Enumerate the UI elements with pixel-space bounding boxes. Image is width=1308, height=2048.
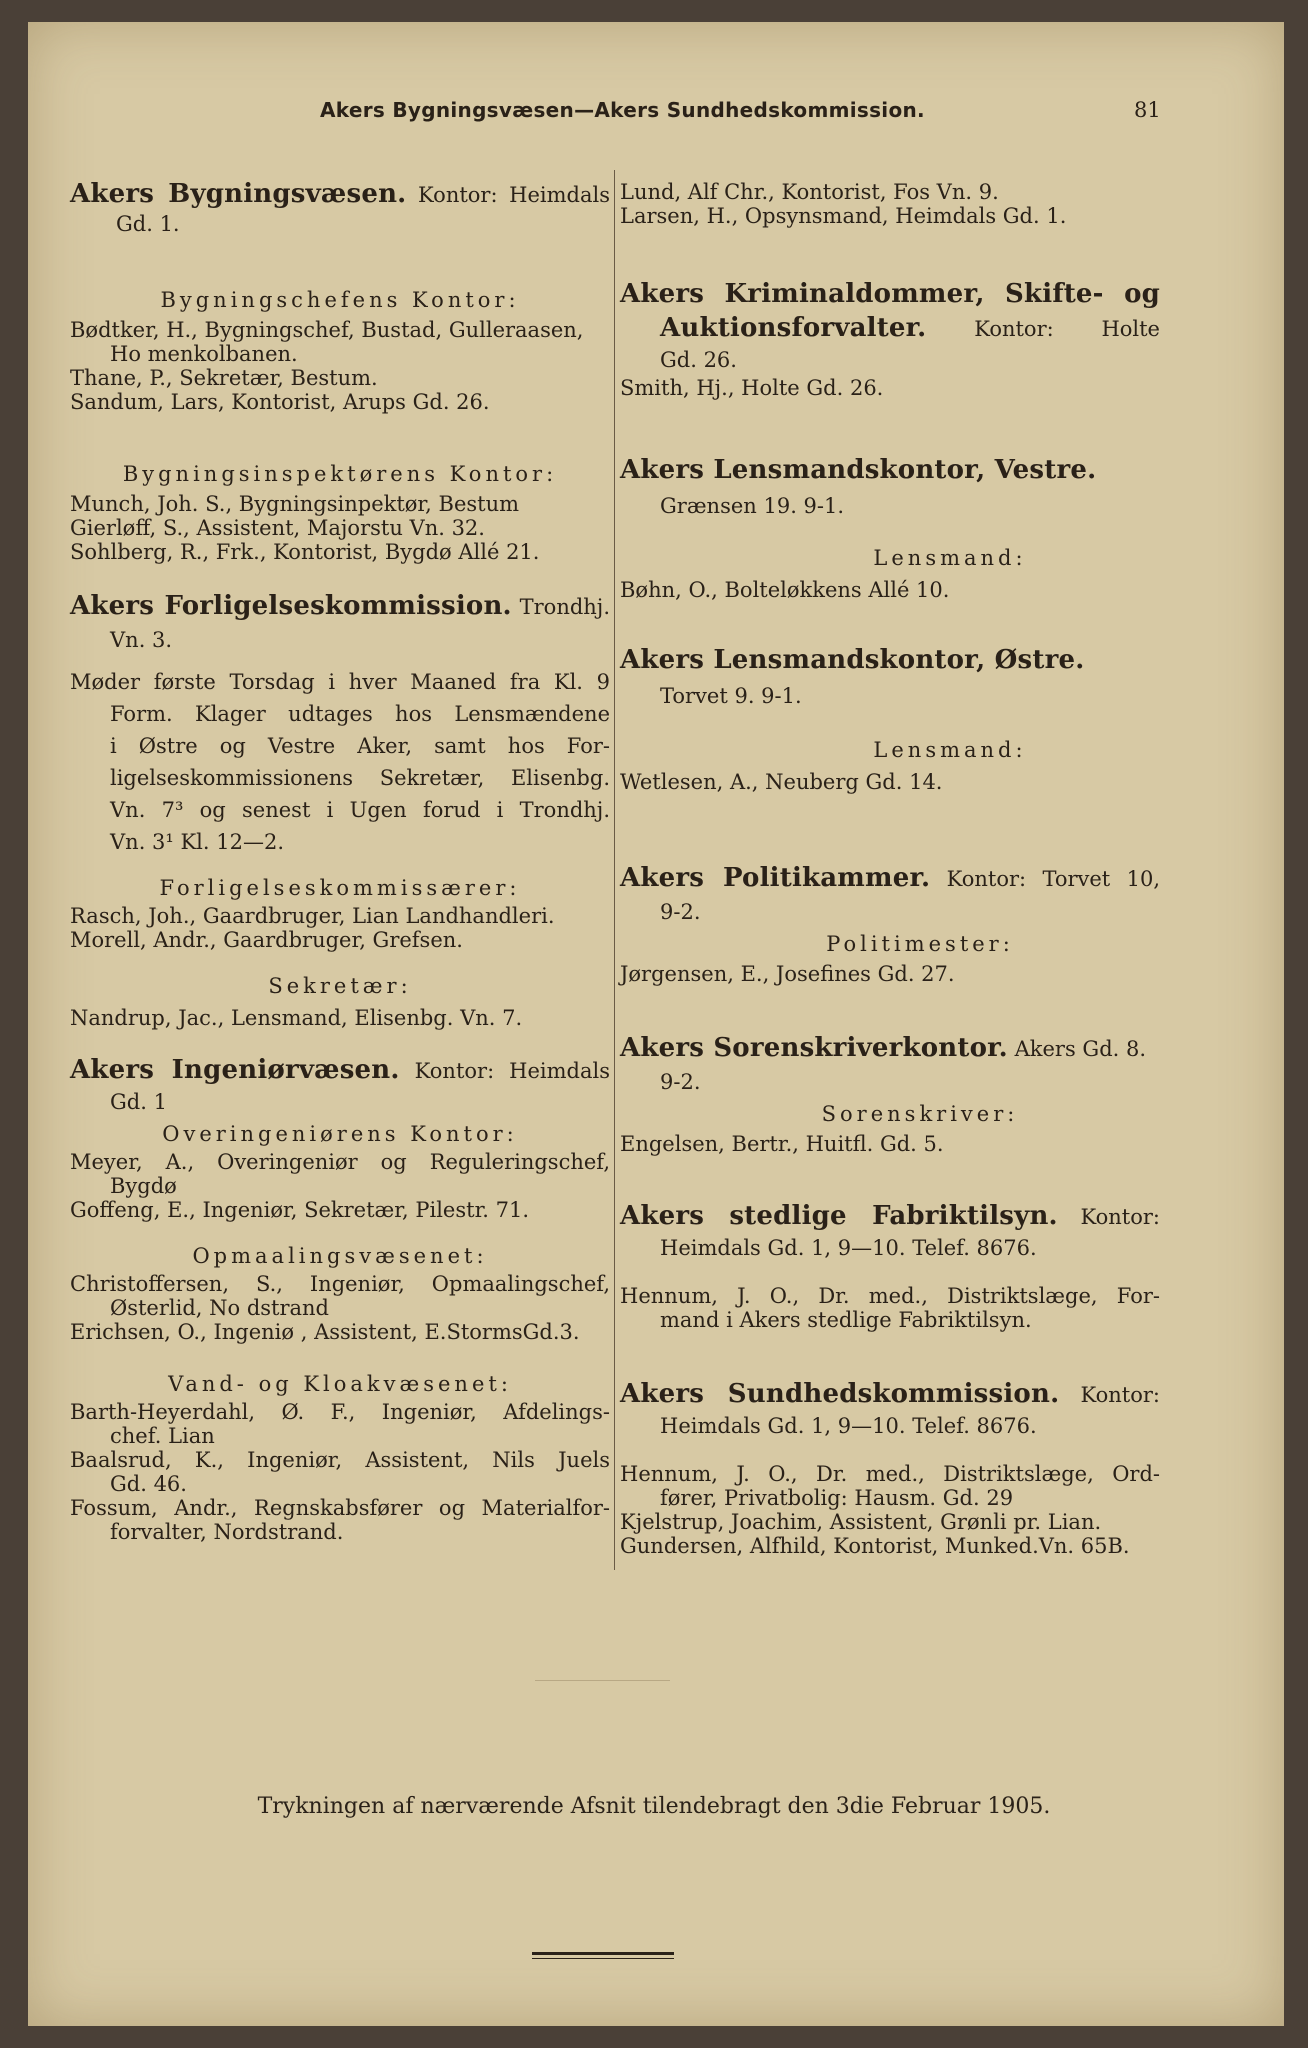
- section-heading: Bygningschefens Kontor:: [160, 288, 520, 312]
- list-item: Nandrup, Jac., Lensmand, Elisenbg. Vn. 7.: [70, 1006, 523, 1030]
- list-item: Munch, Joh. S., Bygningsinpektør, Bestum: [70, 492, 520, 516]
- entry-heading-politi: Akers Politikammer. Kontor: Torvet 10,: [620, 863, 1160, 893]
- list-item: Gundersen, Alfhild, Kontorist, Munked.Vn. 65B.: [620, 1534, 1130, 1558]
- body-line: Vn. 3¹ Kl. 12—2.: [110, 830, 285, 854]
- list-item: Goffeng, E., Ingeniør, Sekretær, Pilestr. 71.: [70, 1198, 530, 1222]
- list-item: fører, Privatbolig: Hausm. Gd. 29: [660, 1486, 1014, 1510]
- list-item: Jørgensen, E., Josefines Gd. 27.: [620, 962, 955, 986]
- list-item: Barth-Heyerdahl, Ø. F., Ingeniør, Afdelings-: [70, 1400, 610, 1424]
- page-number: 81: [1134, 98, 1161, 122]
- section-heading: Vand- og Kloakvæsenet:: [168, 1372, 512, 1396]
- entry-heading-sundhed: Akers Sundhedskommission. Kontor:: [620, 1379, 1160, 1409]
- section-heading: Politimester:: [826, 932, 1014, 956]
- list-item: Baalsrud, K., Ingeniør, Assistent, Nils Juels: [70, 1448, 610, 1472]
- list-item: Morell, Andr., Gaardbruger, Grefsen.: [70, 928, 463, 952]
- entry-heading-lens-vestre: Akers Lensmandskontor, Vestre.: [620, 455, 1097, 485]
- column-divider: [614, 170, 615, 1570]
- entry-heading-forligelse: Akers Forligelseskommission. Trondhj.: [70, 591, 610, 621]
- list-item: Bygdø: [110, 1174, 177, 1198]
- list-item: forvalter, Nordstrand.: [110, 1520, 344, 1544]
- section-heading: Bygningsinspektørens Kontor:: [122, 462, 558, 486]
- body-line: i Østre og Vestre Aker, samt hos For-: [110, 734, 610, 758]
- entry-office-cont: Gd. 1.: [116, 212, 180, 236]
- list-item: Thane, P., Sekretær, Bestum.: [70, 366, 378, 390]
- entry-office-cont: Heimdals Gd. 1, 9—10. Telef. 8676.: [660, 1414, 1037, 1438]
- entry-heading-ingenior: Akers Ingeniørvæsen. Kontor: Heimdals: [70, 1055, 610, 1085]
- list-item: Engelsen, Bertr., Huitfl. Gd. 5.: [620, 1132, 944, 1156]
- list-item: Ho menkolbanen.: [110, 342, 298, 366]
- list-item: Larsen, H., Opsynsmand, Heimdals Gd. 1.: [620, 204, 1067, 228]
- list-item: Smith, Hj., Holte Gd. 26.: [620, 376, 884, 400]
- section-heading: Forligelseskommissærer:: [159, 876, 521, 900]
- entry-office-cont: Grænsen 19. 9-1.: [660, 494, 845, 518]
- entry-heading-lens-ostre: Akers Lensmandskontor, Østre.: [620, 645, 1085, 675]
- list-item: Lund, Alf Chr., Kontorist, Fos Vn. 9.: [620, 180, 999, 204]
- body-line: ligelseskommissionens Sekretær, Elisenbg.: [110, 766, 610, 790]
- list-item: Kjelstrup, Joachim, Assistent, Grønli pr. Lian.: [620, 1510, 1102, 1534]
- section-heading: Sorenskriver:: [821, 1102, 1019, 1126]
- closing-note: Trykningen af nærværende Afsnit tilendebragt den 3die Februar 1905.: [257, 1794, 1051, 1819]
- entry-heading-fabrik: Akers stedlige Fabriktilsyn. Kontor:: [620, 1201, 1160, 1231]
- entry-office-cont: Torvet 9. 9-1.: [660, 684, 802, 708]
- list-item: Hennum, J. O., Dr. med., Distriktslæge, Ord-: [620, 1462, 1160, 1486]
- entry-office-cont: 9-2.: [660, 900, 701, 924]
- section-heading: Overingeniørens Kontor:: [162, 1122, 518, 1146]
- list-item: Bøhn, O., Bolteløkkens Allé 10.: [620, 578, 950, 602]
- separator-rule: [535, 1680, 670, 1681]
- entry-office-cont: Heimdals Gd. 1, 9—10. Telef. 8676.: [660, 1236, 1037, 1260]
- list-item: Meyer, A., Overingeniør og Reguleringschef,: [70, 1150, 610, 1174]
- section-heading: Opmaalingsvæsenet:: [192, 1244, 488, 1268]
- list-item: Hennum, J. O., Dr. med., Distriktslæge, For-: [620, 1284, 1160, 1308]
- list-item: Erichsen, O., Ingeniø , Assistent, E.StormsGd.3.: [70, 1320, 580, 1344]
- running-title: Akers Bygningsvæsen—Akers Sundhedskommission.: [320, 98, 925, 122]
- entry-office-cont: Gd. 26.: [660, 348, 737, 372]
- body-line: Form. Klager udtages hos Lensmændene: [110, 702, 610, 726]
- list-item: Sohlberg, R., Frk., Kontorist, Bygdø Allé 21.: [70, 540, 540, 564]
- list-item: chef. Lian: [110, 1424, 215, 1448]
- list-item: Wetlesen, A., Neuberg Gd. 14.: [620, 770, 943, 794]
- list-item: Christoffersen, S., Ingeniør, Opmaalingschef,: [70, 1272, 610, 1296]
- section-heading: Lensmand:: [873, 546, 1027, 570]
- list-item: Bødtker, H., Bygningschef, Bustad, Gulleraasen,: [70, 318, 584, 342]
- section-heading: Lensmand:: [873, 738, 1027, 762]
- list-item: Rasch, Joh., Gaardbruger, Lian Landhandleri.: [70, 904, 555, 928]
- list-item: Sandum, Lars, Kontorist, Arups Gd. 26.: [70, 390, 490, 414]
- section-heading: Sekretær:: [268, 974, 412, 998]
- entry-office-cont: Vn. 3.: [110, 628, 173, 652]
- end-rule: [532, 1952, 674, 1955]
- entry-heading-sorenskriver: Akers Sorenskriverkontor. Akers Gd. 8.: [620, 1033, 1147, 1063]
- list-item: Gd. 46.: [110, 1472, 187, 1496]
- list-item: Østerlid, No dstrand: [110, 1296, 330, 1320]
- list-item: mand i Akers stedlige Fabriktilsyn.: [660, 1308, 1032, 1332]
- list-item: Fossum, Andr., Regnskabsfører og Materialfor-: [70, 1496, 610, 1520]
- end-rule-thin: [532, 1958, 674, 1959]
- entry-heading-kriminal: Akers Kriminaldommer, Skifte- og: [620, 279, 1160, 309]
- body-line: Møder første Torsdag i hver Maaned fra Kl. 9: [70, 670, 610, 694]
- entry-heading-kriminal-cont: Auktionsforvalter. Kontor: Holte: [660, 313, 1160, 343]
- entry-heading-bygningsvaesen: Akers Bygningsvæsen. Kontor: Heimdals: [70, 179, 610, 209]
- entry-office-cont: Gd. 1: [110, 1090, 167, 1114]
- body-line: Vn. 7³ og senest i Ugen forud i Trondhj.: [110, 798, 610, 822]
- entry-office-cont: 9-2.: [660, 1070, 701, 1094]
- list-item: Gierløff, S., Assistent, Majorstu Vn. 32.: [70, 516, 485, 540]
